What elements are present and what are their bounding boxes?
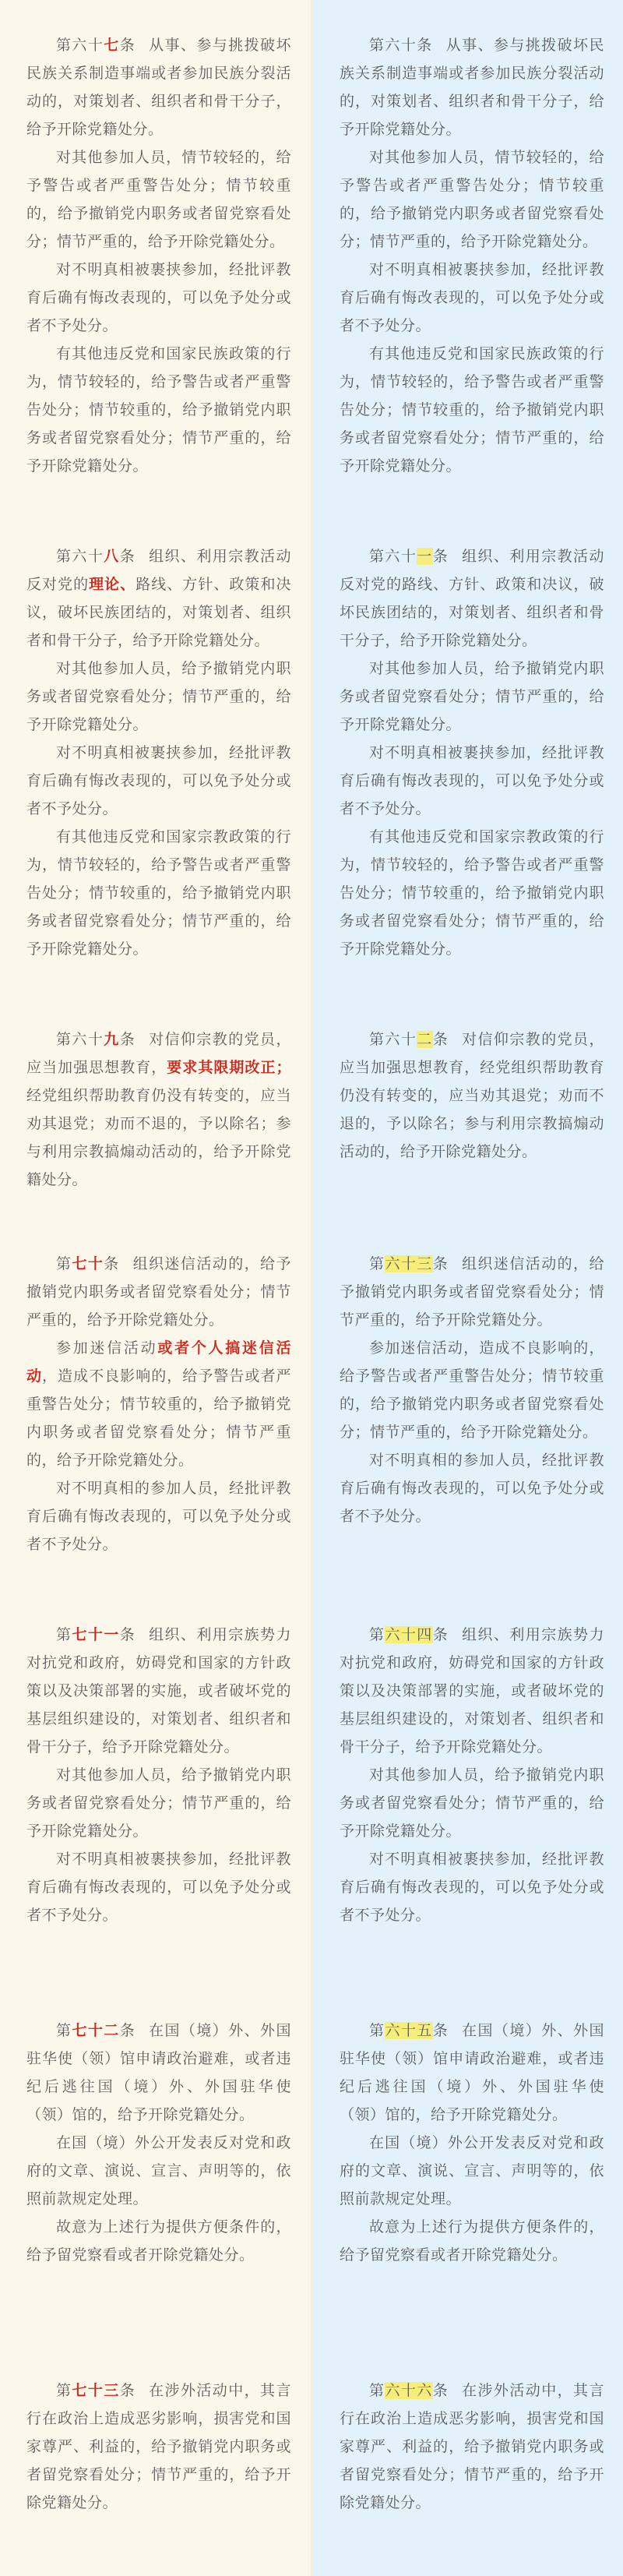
old-article-63-para-3: 对不明真相的参加人员，经批评教育后确有悔改表现的，可以免予处分或者不予处分。 xyxy=(340,1452,604,1525)
old-article-60-para-4: 有其他违反党和国家民族政策的行为，情节较轻的，给予警告或者严重警告处分；情节较重的，给予撤销党内职务或者留党察看处分；情节严重的，给予开除党籍处分。 xyxy=(340,345,604,475)
old-article-61-para-3: 对不明真相被裹挟参加，经批评教育后确有悔改表现的，可以免予处分或者不予处分。 xyxy=(340,744,604,817)
old-article-61-para-4: 有其他违反党和国家宗教政策的行为，情节较轻的，给予警告或者严重警告处分；情节较重的，给予撤销党内职务或者留党察看处分；情节严重的，给予开除党籍处分。 xyxy=(340,828,604,958)
old-article-61-para-2: 对其他参加人员，给予撤销党内职务或者留党察看处分；情节严重的，给予开除党籍处分。 xyxy=(340,660,604,733)
old-article-62-para-1: 第六十二条 对信仰宗教的党员，应当加强思想教育，经党组织帮助教育仍没有转变的，应当劝其退党；劝而不退的，予以除名；参与利用宗教搞煽动活动的，给予开除党籍处分。 xyxy=(340,1031,604,1160)
article-70 xyxy=(26,1250,291,1558)
article-67-para-3: 对不明真相被裹挟参加，经批评教育后确有悔改表现的，可以免予处分或者不予处分。 xyxy=(26,261,291,334)
old-article-64-para-3: 对不明真相被裹挟参加，经批评教育后确有悔改表现的，可以免予处分或者不予处分。 xyxy=(340,1851,604,1924)
article-67-para-2: 对其他参加人员，情节较轻的，给予警告或者严重警告处分；情节较重的，给予撤销党内职务或者留党察看处分；情节严重的，给予开除党籍处分。 xyxy=(26,149,291,250)
old-article-61 xyxy=(340,542,604,963)
old-article-66 xyxy=(340,2377,604,2517)
article-67-para-1: 第六十七条 从事、参与挑拨破坏民族关系制造事端或者参加民族分裂活动的，对策划者、组织者和骨干分子，给予开除党籍处分。 xyxy=(26,37,291,138)
column-divider xyxy=(311,0,312,2576)
old-article-65 xyxy=(340,2017,604,2269)
old-article-63 xyxy=(340,1250,604,1530)
old-article-65-para-2: 在国（境）外公开发表反对党和政府的文章、演说、宣言、声明等的，依照前款规定处理。 xyxy=(340,2134,604,2207)
article-69-para-1: 第六十九条 对信仰宗教的党员，应当加强思想教育，要求其限期改正；经党组织帮助教育仍没有转变的，应当劝其退党；劝而不退的，予以除名；参与利用宗教搞煽动活动的，给予开除党籍处分。 xyxy=(26,1031,291,1188)
old-article-64-para-1: 第六十四条 组织、利用宗族势力对抗党和政府，妨碍党和国家的方针政策以及决策部署的实施，或者破坏党的基层组织建设的，对策划者、组织者和骨干分子，给予开除党籍处分。 xyxy=(340,1626,604,1756)
article-69 xyxy=(26,1025,291,1194)
old-article-65-para-1: 第六十五条 在国（境）外、外国驻华使（领）馆申请政治避难，或者违纪后逃往国（境）外、外国驻华使（领）馆的，给予开除党籍处分。 xyxy=(340,2022,604,2123)
article-67-para-4: 有其他违反党和国家民族政策的行为，情节较轻的，给予警告或者严重警告处分；情节较重的，给予撤销党内职务或者留党察看处分；情节严重的，给予开除党籍处分。 xyxy=(26,345,291,475)
article-71-para-2: 对其他参加人员，给予撤销党内职务或者留党察看处分；情节严重的，给予开除党籍处分。 xyxy=(26,1766,291,1840)
article-67 xyxy=(26,31,291,480)
article-71-para-1: 第七十一条 组织、利用宗族势力对抗党和政府，妨碍党和国家的方针政策以及决策部署的实施，或者破坏党的基层组织建设的，对策划者、组织者和骨干分子，给予开除党籍处分。 xyxy=(26,1626,291,1756)
article-71 xyxy=(26,1621,291,1929)
old-article-60-para-1: 第六十条 从事、参与挑拨破坏民族关系制造事端或者参加民族分裂活动的，对策划者、组织者和骨干分子，给予开除党籍处分。 xyxy=(340,37,604,138)
article-68-para-2: 对其他参加人员，给予撤销党内职务或者留党察看处分；情节严重的，给予开除党籍处分。 xyxy=(26,660,291,733)
old-article-66-para-1: 第六十六条 在涉外活动中，其言行在政治上造成恶劣影响，损害党和国家尊严、利益的，给予撤销党内职务或者留党察看处分；情节严重的，给予开除党籍处分。 xyxy=(340,2382,604,2511)
old-article-64 xyxy=(340,1621,604,1929)
article-70-para-2: 参加迷信活动或者个人搞迷信活动，造成不良影响的，给予警告或者严重警告处分；情节较重的，给予撤销党内职务或者留党察看处分；情节严重的，给予开除党籍处分。 xyxy=(26,1339,291,1469)
article-73-para-1: 第七十三条 在涉外活动中，其言行在政治上造成恶劣影响，损害党和国家尊严、利益的，给予撤销党内职务或者留党察看处分；情节严重的，给予开除党籍处分。 xyxy=(26,2382,291,2511)
article-68-para-1: 第六十八条 组织、利用宗教活动反对党的理论、路线、方针、政策和决议，破坏民族团结的，对策划者、组织者和骨干分子，给予开除党籍处分。 xyxy=(26,548,291,649)
old-article-64-para-2: 对其他参加人员，给予撤销党内职务或者留党察看处分；情节严重的，给予开除党籍处分。 xyxy=(340,1766,604,1840)
old-article-60-para-2: 对其他参加人员，情节较轻的，给予警告或者严重警告处分；情节较重的，给予撤销党内职务或者留党察看处分；情节严重的，给予开除党籍处分。 xyxy=(340,149,604,250)
article-72 xyxy=(26,2017,291,2269)
article-68-para-3: 对不明真相被裹挟参加，经批评教育后确有悔改表现的，可以免予处分或者不予处分。 xyxy=(26,744,291,817)
article-70-para-1: 第七十条 组织迷信活动的，给予撤销党内职务或者留党察看处分；情节严重的，给予开除党籍处分。 xyxy=(26,1255,291,1329)
old-article-65-para-3: 故意为上述行为提供方便条件的，给予留党察看或者开除党籍处分。 xyxy=(340,2218,604,2264)
old-article-61-para-1: 第六十一条 组织、利用宗教活动反对党的路线、方针、政策和决议，破坏民族团结的，对策划者、组织者和骨干分子，给予开除党籍处分。 xyxy=(340,548,604,649)
article-68-para-4: 有其他违反党和国家宗教政策的行为，情节较轻的，给予警告或者严重警告处分；情节较重的，给予撤销党内职务或者留党察看处分；情节严重的，给予开除党籍处分。 xyxy=(26,828,291,958)
old-article-62 xyxy=(340,1025,604,1166)
article-71-para-3: 对不明真相被裹挟参加，经批评教育后确有悔改表现的，可以免予处分或者不予处分。 xyxy=(26,1851,291,1924)
article-70-para-3: 对不明真相的参加人员，经批评教育后确有悔改表现的，可以免予处分或者不予处分。 xyxy=(26,1480,291,1553)
old-article-63-para-2: 参加迷信活动，造成不良影响的，给予警告或者严重警告处分；情节较重的，给予撤销党内职务或者留党察看处分；情节严重的，给予开除党籍处分。 xyxy=(340,1339,604,1441)
article-72-para-3: 故意为上述行为提供方便条件的，给予留党察看或者开除党籍处分。 xyxy=(26,2218,291,2264)
article-72-para-1: 第七十二条 在国（境）外、外国驻华使（领）馆申请政治避难，或者违纪后逃往国（境）外、外国驻华使（领）馆的，给予开除党籍处分。 xyxy=(26,2022,291,2123)
right-column-old-text xyxy=(312,0,623,2576)
article-68 xyxy=(26,542,291,963)
old-article-63-para-1: 第六十三条 组织迷信活动的，给予撤销党内职务或者留党察看处分；情节严重的，给予开除党籍处分。 xyxy=(340,1255,604,1329)
old-article-60 xyxy=(340,31,604,480)
old-article-60-para-3: 对不明真相被裹挟参加，经批评教育后确有悔改表现的，可以免予处分或者不予处分。 xyxy=(340,261,604,334)
article-72-para-2: 在国（境）外公开发表反对党和政府的文章、演说、宣言、声明等的，依照前款规定处理。 xyxy=(26,2134,291,2207)
article-73 xyxy=(26,2377,291,2517)
